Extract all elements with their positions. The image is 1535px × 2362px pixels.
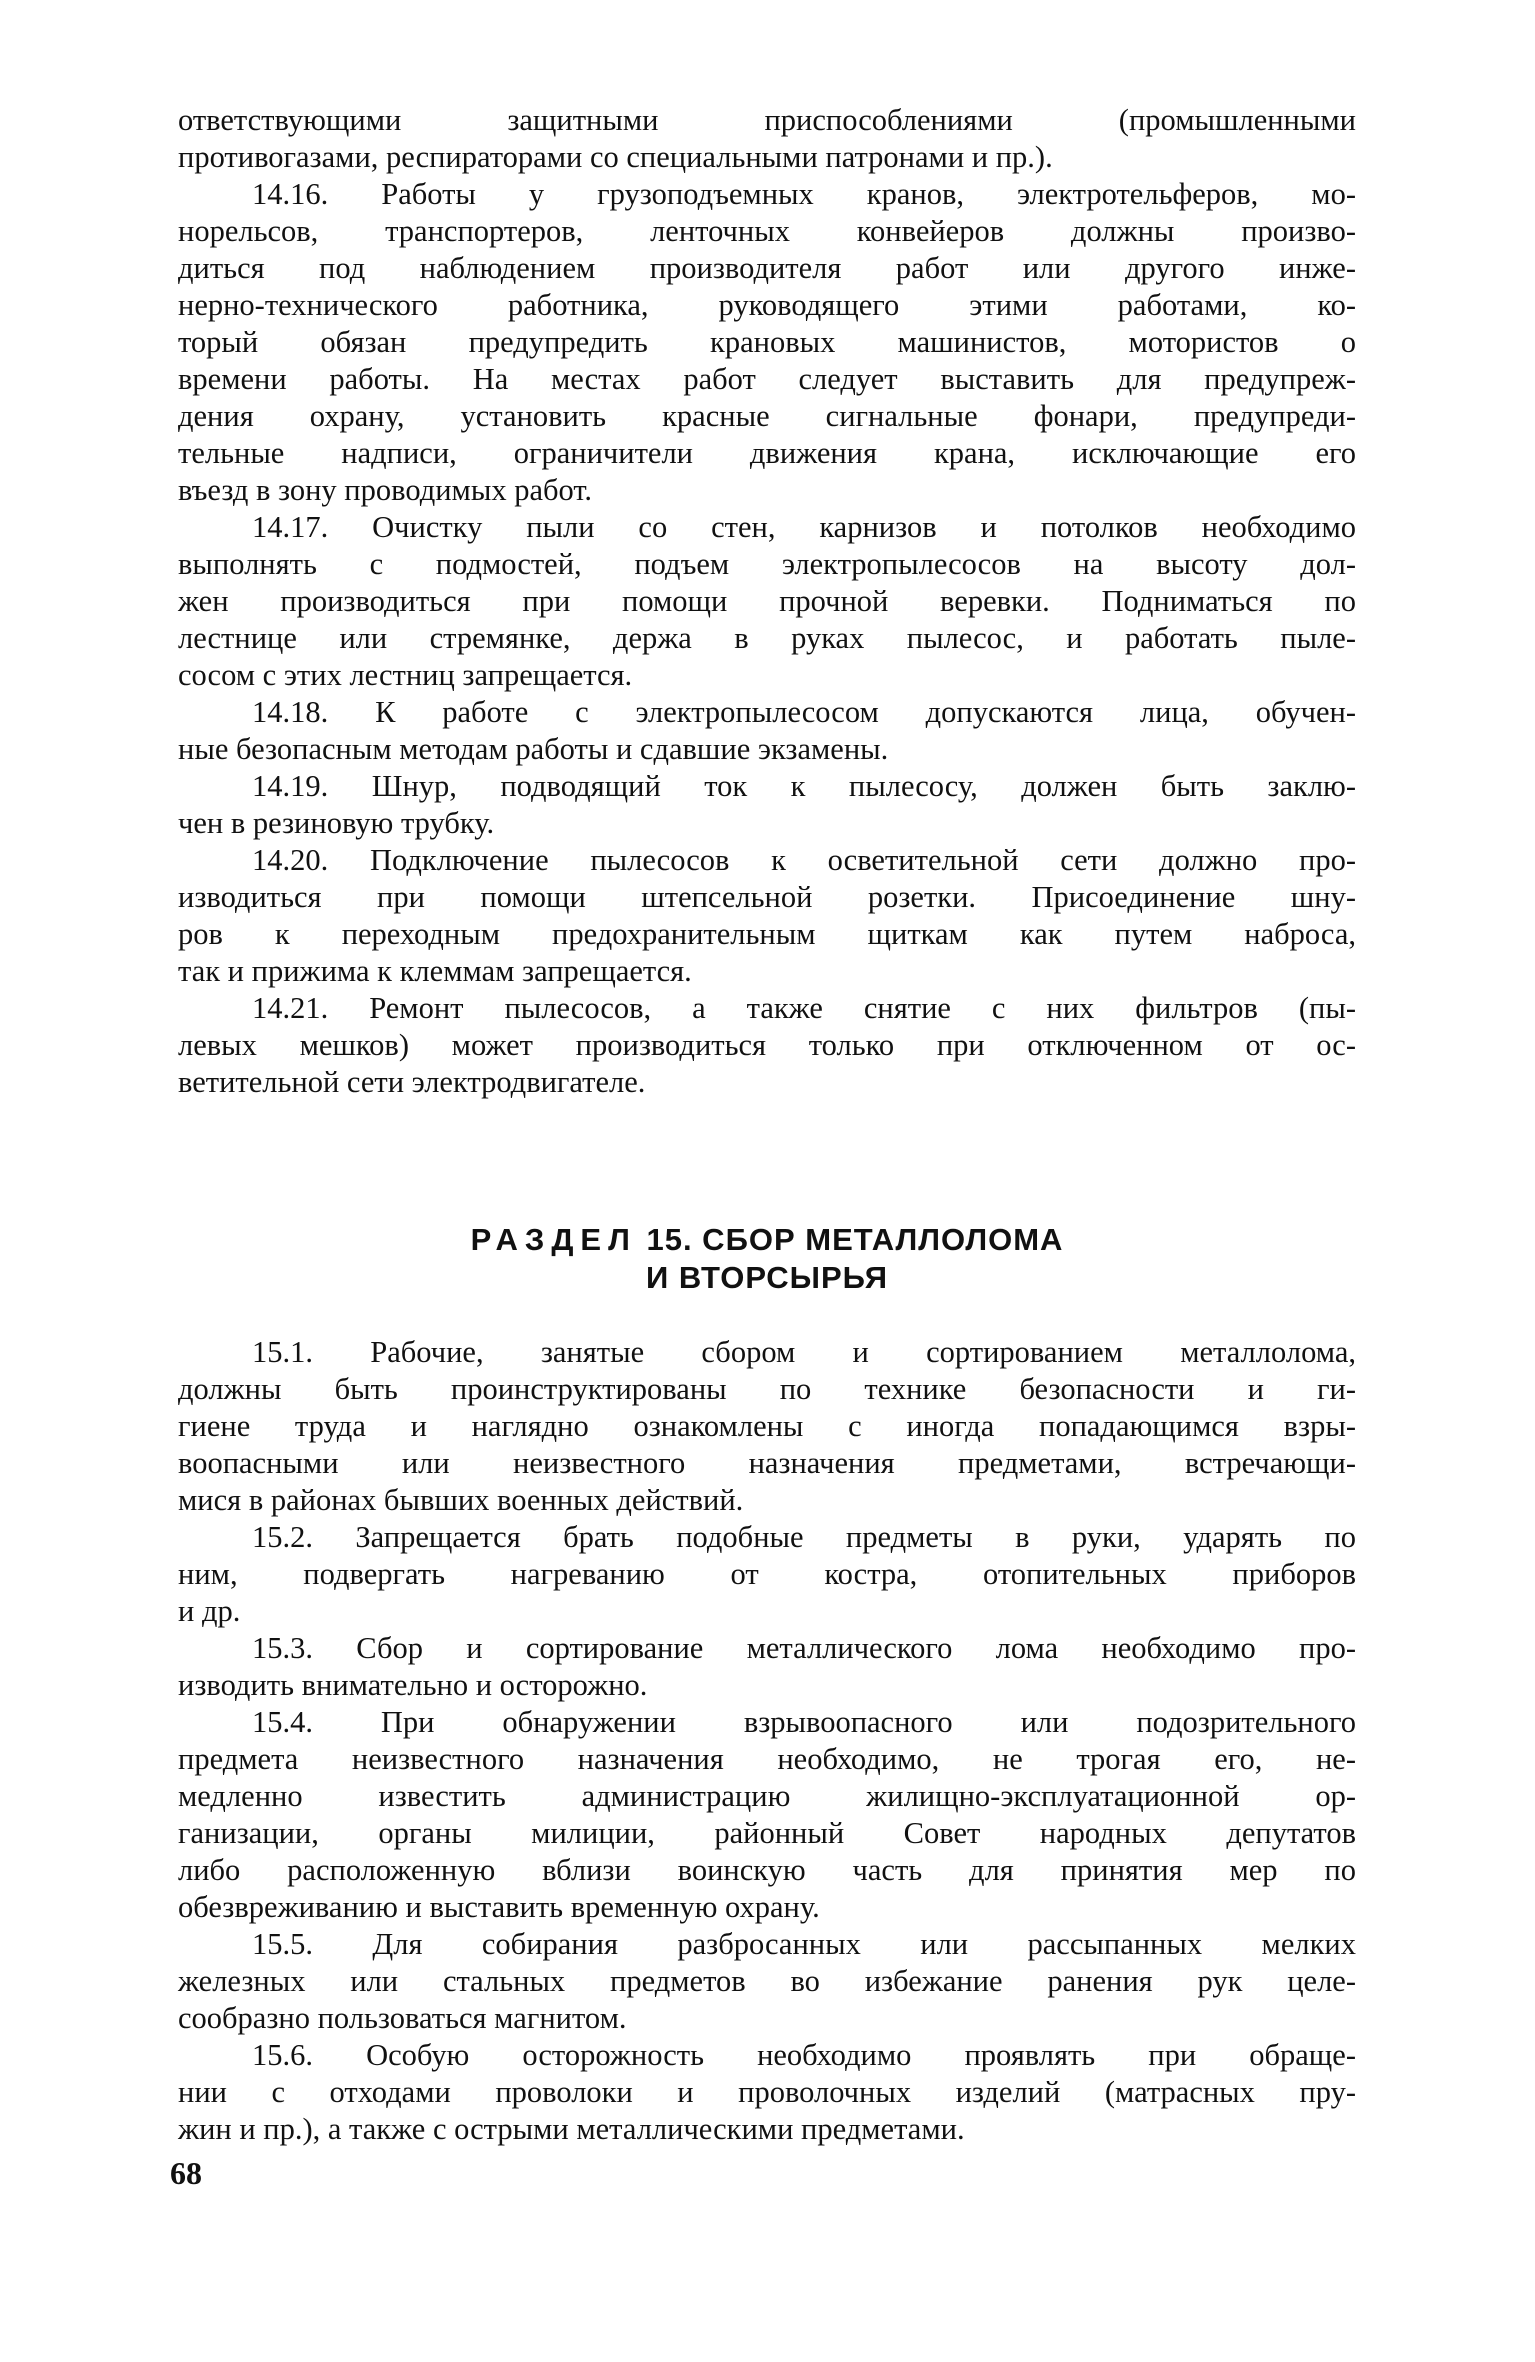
text-line: ганизации, органы милиции, районный Совет народных депутатов [178, 1816, 1356, 1850]
text-line: 15.4. При обнаружении взрывоопасного или подозрительного [252, 1705, 1356, 1739]
text-line: 15.6. Особую осторожность необходимо проявлять при обраще- [252, 2038, 1356, 2072]
text-line: либо расположенную вблизи воинскую часть для принятия мер по [178, 1853, 1356, 1887]
text-line: изводиться при помощи штепсельной розетки. Присоединение шну- [178, 880, 1356, 914]
text-line: мися в районах бывших военных действий. [178, 1483, 744, 1517]
text-line: сообразно пользоваться магнитом. [178, 2001, 627, 2035]
text-line: въезд в зону проводимых работ. [178, 473, 593, 507]
section-heading-word: РАЗДЕЛ [470, 1222, 637, 1257]
text-line: ответствующими защитными приспособлениями (промышленными [178, 103, 1356, 137]
text-line: 14.17. Очистку пыли со стен, карнизов и потолков необходимо [252, 510, 1356, 544]
text-line: изводить внимательно и осторожно. [178, 1668, 648, 1702]
text-line: предмета неизвестного назначения необходимо, не трогая его, не- [178, 1742, 1356, 1776]
text-line: ные безопасным методам работы и сдавшие экзамены. [178, 732, 889, 766]
text-line: жен производиться при помощи прочной веревки. Подниматься по [178, 584, 1356, 618]
text-line: должны быть проинструктированы по технике безопасности и ги- [178, 1372, 1356, 1406]
text-line: торый обязан предупредить крановых машинистов, мотористов о [178, 325, 1356, 359]
text-line: 14.18. К работе с электропылесосом допускаются лица, обучен- [252, 695, 1356, 729]
text-line: так и прижима к клеммам запрещается. [178, 954, 692, 988]
text-line: 15.5. Для собирания разбросанных или рассыпанных мелких [252, 1927, 1356, 1961]
text-line: обезвреживанию и выставить временную охрану. [178, 1890, 820, 1924]
text-line: ров к переходным предохранительным щиткам как путем наброса, [178, 917, 1356, 951]
text-line: диться под наблюдением производителя работ или другого инже- [178, 251, 1356, 285]
text-line: лестнице или стремянке, держа в руках пылесос, и работать пыле- [178, 621, 1356, 655]
text-line: противогазами, респираторами со специальными патронами и пр.). [178, 140, 1053, 174]
section-heading [178, 1222, 1356, 1258]
text-line: ветительной сети электродвигателе. [178, 1065, 646, 1099]
text-line: 15.3. Сбор и сортирование металлического лома необходимо про- [252, 1631, 1356, 1665]
text-line: дения охрану, установить красные сигнальные фонари, предупреди- [178, 399, 1356, 433]
text-line: 14.20. Подключение пылесосов к осветительной сети должно про- [252, 843, 1356, 877]
text-line: и др. [178, 1594, 241, 1628]
text-line: медленно известить администрацию жилищно-эксплуатационной ор- [178, 1779, 1356, 1813]
text-line: выполнять с подмостей, подъем электропылесосов на высоту дол- [178, 547, 1356, 581]
text-line: чен в резиновую трубку. [178, 806, 495, 840]
text-line: 14.16. Работы у грузоподъемных кранов, электротельферов, мо- [252, 177, 1356, 211]
section-heading-line2: И ВТОРСЫРЬЯ [645, 1260, 889, 1295]
text-line: 15.1. Рабочие, занятые сбором и сортированием металлолома, [252, 1335, 1356, 1369]
text-line: 14.21. Ремонт пылесосов, а также снятие с них фильтров (пы- [252, 991, 1356, 1025]
text-line: железных или стальных предметов во избежание ранения рук целе- [178, 1964, 1356, 1998]
page-number: 68 [170, 2155, 202, 2191]
text-line: 15.2. Запрещается брать подобные предметы в руки, ударять по [252, 1520, 1356, 1554]
text-line: гиене труда и наглядно ознакомлены с иногда попадающимся взры- [178, 1409, 1356, 1443]
text-line: воопасными или неизвестного назначения предметами, встречающи- [178, 1446, 1356, 1480]
text-line: нерно-технического работника, руководящего этими работами, ко- [178, 288, 1356, 322]
text-line: времени работы. На местах работ следует выставить для предупреж- [178, 362, 1356, 396]
text-line: ним, подвергать нагреванию от костра, отопительных приборов [178, 1557, 1356, 1591]
text-line: жин и пр.), а также с острыми металлическими предметами. [178, 2112, 965, 2146]
text-line: тельные надписи, ограничители движения крана, исключающие его [178, 436, 1356, 470]
text-line: нии с отходами проволоки и проволочных изделий (матрасных пру- [178, 2075, 1356, 2109]
text-line: сосом с этих лестниц запрещается. [178, 658, 633, 692]
text-line: левых мешков) может производиться только при отключенном от ос- [178, 1028, 1356, 1062]
text-line: 14.19. Шнур, подводящий ток к пылесосу, должен быть заклю- [252, 769, 1356, 803]
section-heading-title: 15. СБОР МЕТАЛЛОЛОМА [646, 1222, 1064, 1257]
text-line: норельсов, транспортеров, ленточных конвейеров должны произво- [178, 214, 1356, 248]
